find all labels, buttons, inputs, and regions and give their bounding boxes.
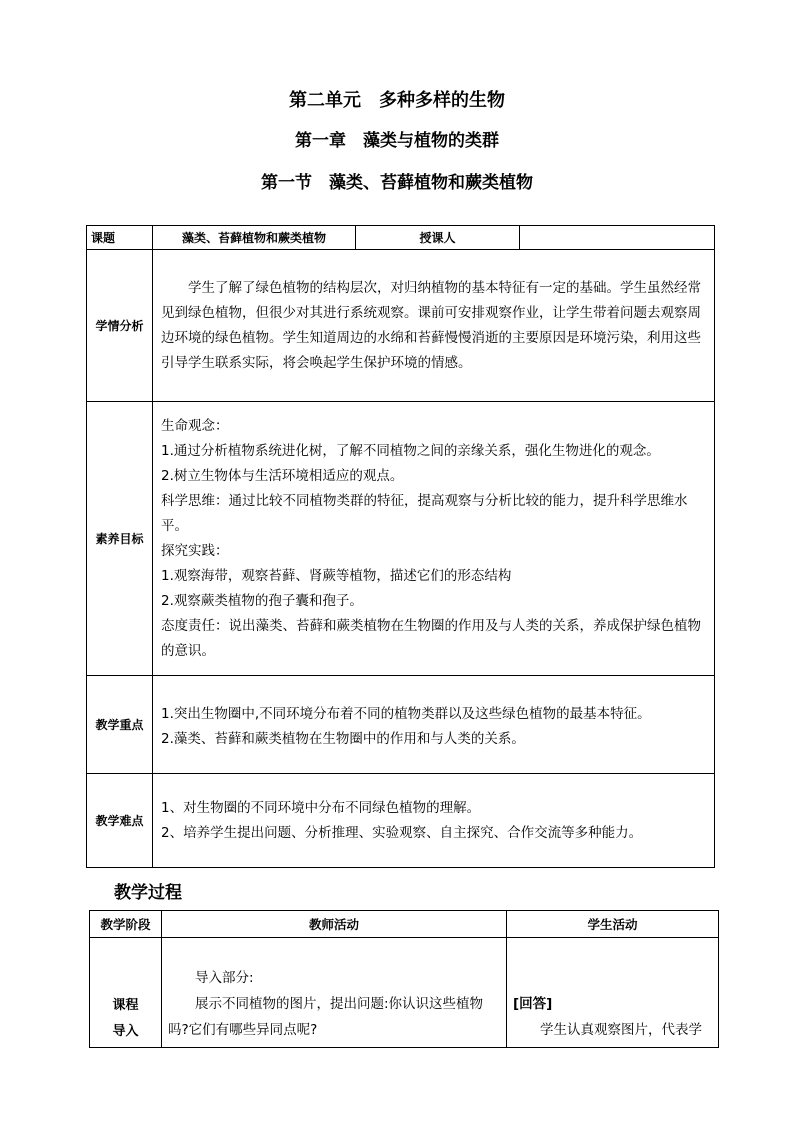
teacher-activity-line: 展示不同植物的图片，提出问题:你认识这些植物吗?它们有哪些异同点呢?: [168, 996, 484, 1038]
key-points-label: 教学重点: [87, 676, 153, 774]
unit-title: 第二单元 多种多样的生物: [289, 90, 505, 111]
process-heading: 教学过程: [114, 883, 182, 903]
goals-cell: [153, 402, 715, 676]
key-points-cell: [153, 676, 715, 774]
lesson-info-table: [86, 225, 715, 868]
goal-line: 1.观察海带，观察苔藓、肾蕨等植物，描述它们的形态结构: [161, 567, 512, 584]
key-point-line: 2.藻类、苔藓和蕨类植物在生物圈中的作用和与人类的关系。: [161, 731, 525, 747]
col-teacher-header: 教师活动: [162, 911, 507, 938]
student-activity-line: 学生认真观察图片，代表学: [540, 1022, 702, 1038]
col-student-header: 学生活动: [507, 911, 719, 938]
goal-line: 2.树立生物体与生活环境相适应的观点。: [161, 467, 404, 484]
teacher-label: 授课人: [356, 226, 520, 250]
goal-line: 探究实践：: [161, 542, 229, 559]
goal-line: 1.通过分析植物系统进化树，了解不同植物之间的亲缘关系，强化生物进化的观念。: [161, 442, 660, 459]
teacher-value: [520, 226, 715, 250]
key-point-line: 1.突出生物圈中,不同环境分布着不同的植物类群以及这些绿色植物的最基本特征。: [161, 706, 651, 722]
goals-label: 素养目标: [87, 402, 153, 676]
stage-line: 课程: [112, 998, 139, 1013]
analysis-text: 学生了解了绿色植物的结构层次，对归纳植物的基本特征有一定的基础。学生虽然经常见到绿色植物，但很少对其进行系统观察。课前可安排观察作业，让学生带着问题去观察周边环境的绿色植物。学生知道周边的水绵和苔藓慢慢消逝的主要原因是环境污染，利用这些引导学生联系实际，将会唤起学生保护环境的情感。: [161, 279, 701, 371]
goal-line: 科学思维：通过比较不同植物类群的特征，提高观察与分析比较的能力，提升科学思维水平。: [161, 492, 688, 534]
difficulty-line: 1、对生物圈的不同环境中分布不同绿色植物的理解。: [161, 799, 481, 816]
stage-line: 导入: [112, 1024, 139, 1039]
difficulty-line: 2、培养学生提出问题、分析推理、实验观察、自主探究、合作交流等多种能力。: [161, 824, 643, 841]
teacher-activity-cell: [162, 938, 507, 1048]
student-activity-cell: [507, 938, 719, 1048]
process-table: [89, 910, 719, 1048]
stage-cell: [90, 938, 162, 1048]
analysis-label: 学情分析: [87, 250, 153, 402]
difficulty-label: 教学难点: [87, 774, 153, 868]
teacher-activity-line: 导入部分:: [195, 970, 254, 986]
goal-line: 生命观念：: [161, 417, 229, 434]
topic-value: 藻类、苔藓植物和蕨类植物: [153, 226, 356, 250]
student-activity-tag: [回答]: [513, 996, 553, 1012]
topic-label: 课题: [87, 226, 153, 250]
chapter-title: 第一章 藻类与植物的类群: [295, 131, 499, 151]
analysis-cell: [153, 250, 715, 402]
difficulty-cell: [153, 774, 715, 868]
goal-line: 2.观察蕨类植物的孢子囊和孢子。: [161, 592, 363, 609]
col-stage-header: 教学阶段: [90, 911, 162, 938]
goal-line: 态度责任：说出藻类、苔藓和蕨类植物在生物圈的作用及与人类的关系，养成保护绿色植物的意识。: [161, 617, 701, 659]
section-title: 第一节 藻类、苔藓植物和蕨类植物: [261, 173, 533, 193]
